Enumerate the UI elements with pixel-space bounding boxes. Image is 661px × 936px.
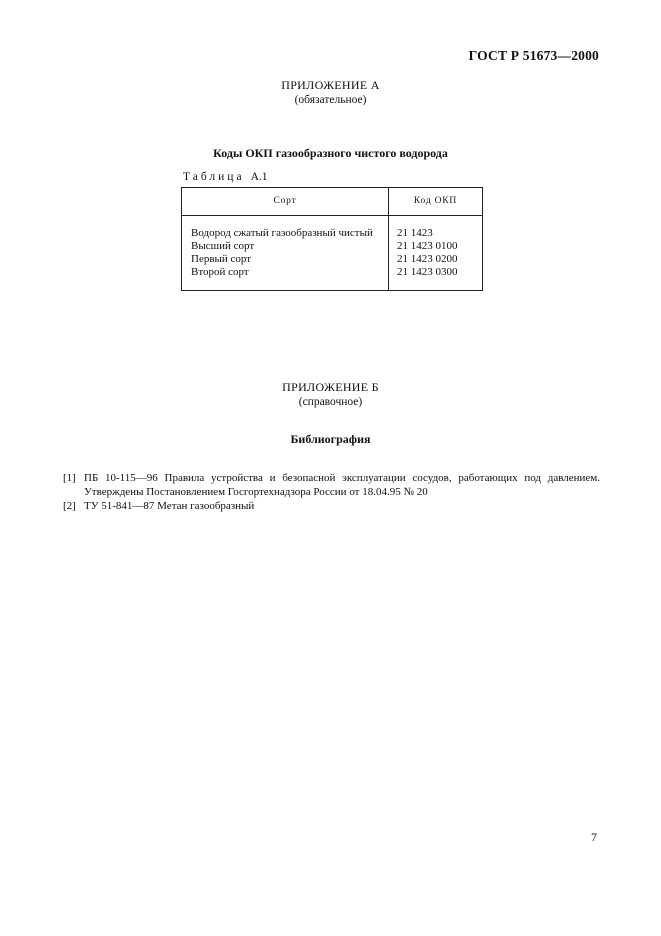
bibliography-text: ТУ 51-841—87 Метан газообразный: [84, 500, 255, 512]
table-header-grade: Сорт: [273, 196, 297, 206]
table-cell-okp-code: 21 1423 0200: [397, 253, 458, 265]
page-number: 7: [591, 830, 597, 844]
table-caption: [183, 171, 268, 183]
table-header-okp-code: Код ОКП: [413, 196, 458, 206]
appendix-a-status: (обязательное): [294, 94, 367, 106]
document-standard-number: ГОСТ Р 51673—2000: [468, 48, 599, 63]
bibliography-text: ПБ 10-115—96 Правила устройства и безопасной эксплуатации сосудов, работающих под давлением. Утверждены Постановлением Госгортехнадзора России от 18.04.95 № 20: [84, 472, 600, 498]
table-cell-grade: Водород сжатый газообразный чистый: [191, 227, 373, 239]
table-column-grade: [191, 227, 373, 279]
okp-codes-table: [181, 187, 483, 291]
appendix-b-status: (справочное): [298, 396, 363, 408]
appendix-b-section-title: Библиография: [290, 432, 371, 446]
table-cell-grade: Второй сорт: [191, 266, 249, 278]
bibliography-item: [63, 500, 600, 514]
table-column-okp-code: [397, 227, 458, 279]
table-caption-word: Таблица: [183, 171, 245, 183]
table-cell-okp-code: 21 1423 0300: [397, 266, 458, 278]
bibliography-index: [1]: [63, 472, 76, 484]
table-cell-okp-code: 21 1423: [397, 227, 433, 239]
table-cell-okp-code: 21 1423 0100: [397, 240, 458, 252]
appendix-a-title: ПРИЛОЖЕНИЕ А: [281, 78, 380, 92]
appendix-b-title: ПРИЛОЖЕНИЕ Б: [282, 380, 379, 394]
table-cell-grade: Высший сорт: [191, 240, 255, 252]
bibliography-list: [63, 472, 600, 514]
table-header-divider: [182, 215, 482, 216]
bibliography-index: [2]: [63, 500, 76, 512]
appendix-a-section-title: Коды ОКП газообразного чистого водорода: [213, 146, 448, 160]
table-caption-number: А.1: [250, 171, 268, 183]
bibliography-item: [63, 472, 600, 499]
table-cell-grade: Первый сорт: [191, 253, 252, 265]
